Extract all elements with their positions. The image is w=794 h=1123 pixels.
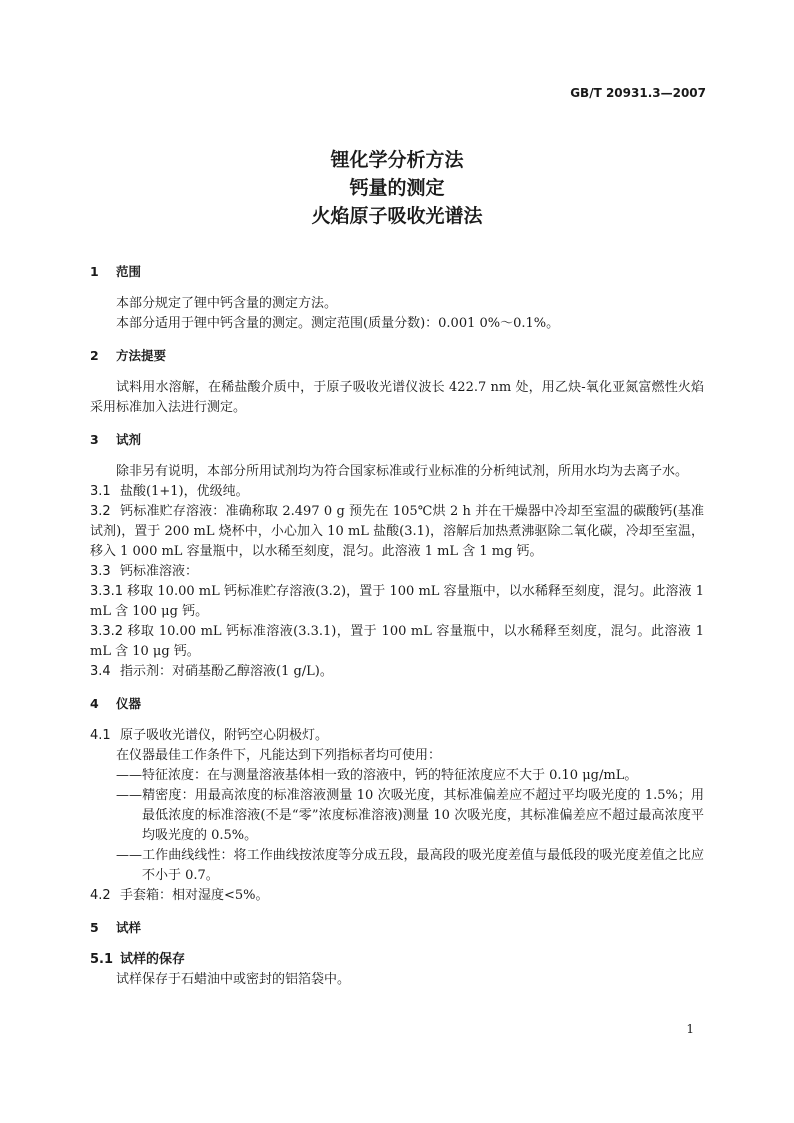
clause-item [90,622,704,662]
paragraph: 本部分规定了锂中钙含量的测定方法。 [116,296,338,311]
clause-text: 盐酸(1+1)，优级纯。 [120,484,249,499]
subsection-title: 试样的保存 [120,952,186,967]
criteria-item: ——精密度：用最高浓度的标准溶液测量 10 次吸光度，其标准偏差应不超过平均吸光度的 1.5%；用最低浓度的标准溶液(不是“零”浓度标准溶液)测量 10 次吸光度，其标准偏差应不超过最高浓度平均吸光度的 0.5%。 [116,788,704,843]
clause-text: 原子吸收光谱仪，附钙空心阴极灯。 [120,728,329,743]
section-title: 仪器 [116,696,142,711]
section-number: 3 [90,432,99,447]
page-number: 1 [686,1022,694,1036]
document-body [90,262,704,990]
clause-item [90,662,704,682]
clause-item [90,502,704,562]
clause-item [90,562,704,582]
section-heading-apparatus [90,694,704,714]
subsection-heading [90,950,704,970]
standard-code: GB/T 20931.3—2007 [570,86,706,100]
section-number: 2 [90,348,99,363]
section-title: 试剂 [116,432,142,447]
clause-text: 指示剂：对硝基酚乙醇溶液(1 g/L)。 [120,664,333,679]
clause-number: 3.3.2 [90,624,124,639]
paragraph: 本部分适用于锂中钙含量的测定。测定范围(质量分数)：0.001 0%～0.1%。 [116,316,560,331]
title-line-3: 火焰原子吸收光谱法 [311,205,483,227]
clause-item [90,582,704,622]
section-heading-reagents [90,430,704,450]
criteria-item: ——特征浓度：在与测量溶液基体相一致的溶液中，钙的特征浓度应不大于 0.10 μg/mL。 [116,768,638,783]
section-number: 1 [90,264,99,279]
title-line-2: 钙量的测定 [349,177,445,199]
section-heading-scope [90,262,704,282]
document-title [0,146,794,230]
criteria-item: ——工作曲线线性：将工作曲线按浓度等分成五段，最高段的吸光度差值与最低段的吸光度差值之比应不小于 0.7。 [116,848,704,883]
clause-number: 4.2 [90,888,111,903]
section-heading-sample [90,918,704,938]
clause-item [90,482,704,502]
clause-text: 钙标准贮存溶液：准确称取 2.497 0 g 预先在 105℃烘 2 h 并在干燥器中冷却至室温的碳酸钙(基准试剂)，置于 200 mL 烧杯中，小心加入 10 mL 盐酸(3.1)，溶解后加热煮沸驱除二氧化碳，冷却至室温，移入 1 000 mL 容量瓶中，以水稀至刻度，混匀。此溶液 1 mL 含 1 mg 钙。 [90,504,704,559]
clause-number: 3.1 [90,484,111,499]
clause-text: 移取 10.00 mL 钙标准溶液(3.3.1)，置于 100 mL 容量瓶中，以水稀释至刻度，混匀。此溶液 1 mL 含 10 μg 钙。 [90,624,704,659]
section-number: 5 [90,920,99,935]
section-title: 方法提要 [116,348,167,363]
clause-text: 移取 10.00 mL 钙标准贮存溶液(3.2)，置于 100 mL 容量瓶中，以水稀释至刻度，混匀。此溶液 1 mL 含 100 μg 钙。 [90,584,704,619]
paragraph: 除非另有说明，本部分所用试剂均为符合国家标准或行业标准的分析纯试剂，所用水均为去离子水。 [116,464,689,479]
clause-number: 3.3 [90,564,111,579]
title-line-1: 锂化学分析方法 [330,149,464,171]
paragraph: 试料用水溶解，在稀盐酸介质中，于原子吸收光谱仪波长 422.7 nm 处，用乙炔-氧化亚氮富燃性火焰采用标准加入法进行测定。 [90,380,704,415]
clause-note: 在仪器最佳工作条件下，凡能达到下列指标者均可使用： [116,748,442,763]
section-title: 试样 [116,920,142,935]
clause-number: 5.1 [90,952,114,967]
clause-text: 钙标准溶液： [120,564,199,579]
clause-item [90,886,704,906]
clause-number: 3.4 [90,664,111,679]
clause-text: 手套箱：相对湿度<5%。 [120,888,269,903]
clause-number: 4.1 [90,728,111,743]
section-title: 范围 [116,264,142,279]
section-number: 4 [90,696,99,711]
paragraph: 试样保存于石蜡油中或密封的铝箔袋中。 [116,972,351,987]
clause-number: 3.2 [90,504,111,519]
clause-number: 3.3.1 [90,584,124,599]
section-heading-method [90,346,704,366]
clause-item [90,726,704,746]
